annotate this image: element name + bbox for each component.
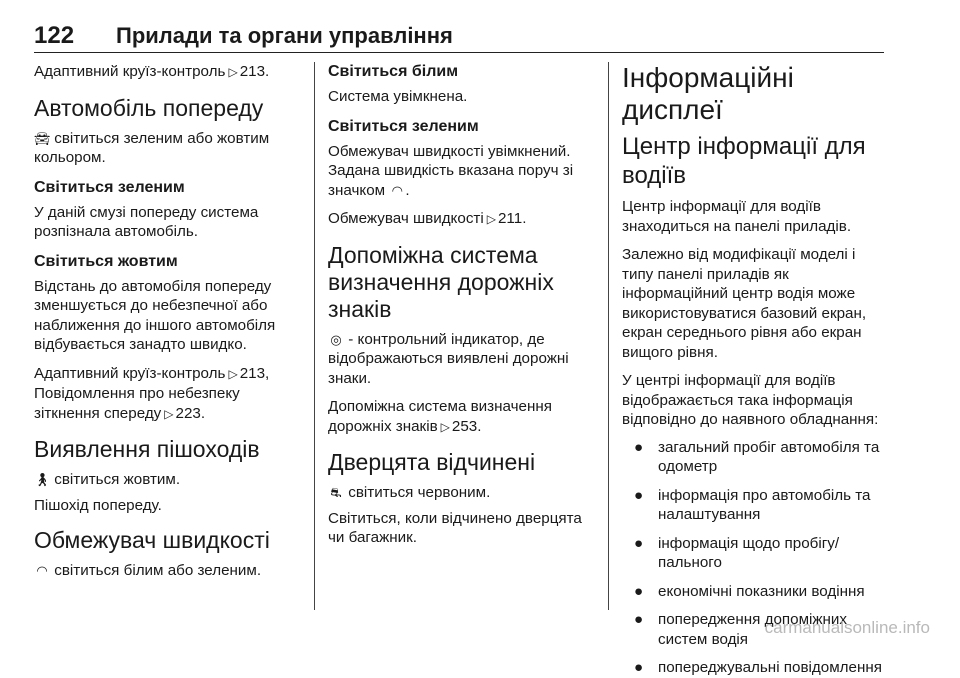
paragraph: ⛐︎ світиться червоним. (328, 483, 594, 503)
page-ref-icon: ▷ (228, 366, 238, 381)
pedestrian-icon: 🚶︎ (34, 472, 51, 487)
paragraph-refs: Адаптивний круїз-контроль ▷ 213, Повідомлення про небезпеку зіткнення спереду ▷ 223. (34, 364, 270, 422)
traffic-sign-icon: ◎ (330, 331, 342, 347)
paragraph: У центрі інформації для водіїв відображається така інформація відповідно до наявного обладнання: (622, 372, 879, 428)
speedometer-icon: ◠ (36, 563, 48, 578)
paragraph: Обмежувач швидкості увімкнений. Задана швидкість вказана поруч зі значком ◠ . (328, 142, 574, 199)
column-divider (608, 62, 609, 610)
heading-door-open: Дверцята відчинені (328, 449, 536, 475)
column-divider (314, 62, 315, 610)
page-number: 122 (34, 22, 75, 49)
page-ref-icon: ▷ (164, 406, 174, 421)
subheading-yellow: Світиться жовтим (34, 252, 178, 270)
door-open-icon: ⛐︎ (330, 485, 342, 500)
subheading-white: Світиться білим (328, 63, 459, 80)
paragraph: Адаптивний круїз-контроль ▷ 213. (34, 63, 270, 80)
page-ref-icon: ▷ (486, 212, 496, 226)
list-item: ● економічні показники водіння (634, 582, 865, 600)
paragraph: 🚘︎ світиться зеленим або жовтим кольором. (34, 129, 270, 166)
paragraph: Центр інформації для водіїв знаходиться на панелі приладів. (622, 198, 852, 235)
heading-info-displays: Інформаційні дисплеї (622, 62, 794, 125)
paragraph: Обмежувач швидкості ▷ 211. (328, 210, 527, 227)
watermark: carmanualsonline.info (764, 618, 930, 637)
column-2 (328, 62, 594, 608)
page-ref-icon: ▷ (440, 419, 450, 434)
list-item: ● попереджувальні повідомлення (634, 659, 882, 676)
paragraph: ◠ світиться білим або зеленим. (34, 561, 302, 581)
paragraph: Світиться, коли відчинено дверцята чи багажник. (328, 509, 582, 546)
subheading-green: Світиться зеленим (34, 178, 185, 196)
page-ref-icon: ▷ (228, 65, 238, 79)
paragraph: Відстань до автомобіля попереду зменшується до небезпечної або наближення до іншого автомобіля відбувається занадто швидко. (34, 277, 276, 353)
heading-vehicle-ahead: Автомобіль попереду (34, 94, 264, 121)
page-title: Прилади та органи управління (116, 23, 453, 48)
column-1 (34, 62, 302, 608)
list-item: ● загальний пробіг автомобіля та одометр (634, 438, 880, 475)
car-icon: 🚘︎ (34, 130, 51, 146)
list-item: ● інформація про автомобіль та налаштування (634, 486, 871, 523)
paragraph: Пішохід попереду. (34, 496, 162, 514)
paragraph: Залежно від модифікації моделі і типу панелі приладів як інформаційний центр водія може використовуватися базовий екран, екран середнього рівня або екран вищого рівня. (622, 246, 867, 361)
list-item: ● інформація щодо пробігу/пального (634, 534, 840, 571)
speedometer-icon: ◠ (391, 182, 403, 198)
paragraph: Допоміжна система визначення дорожніх знаків ▷ 253. (328, 398, 552, 435)
heading-traffic-sign-assist: Допоміжна система визначення дорожніх знаків (328, 241, 554, 322)
heading-driver-info-centre: Центр інформації для водіїв (622, 133, 866, 189)
heading-pedestrian: Виявлення пішоходів (34, 436, 260, 462)
subheading-green: Світиться зеленим (328, 117, 479, 135)
list-item: ● попередження допоміжних систем водія (634, 611, 848, 648)
paragraph: У даній смузі попереду система розпізнала автомобіль. (34, 203, 259, 240)
paragraph: ◎ - контрольний індикатор, де відображаються виявлені дорожні знаки. (328, 330, 569, 387)
paragraph: 🚶︎ світиться жовтим. (34, 471, 181, 488)
heading-speed-limiter: Обмежувач швидкості (34, 527, 270, 553)
page-header (34, 22, 884, 53)
paragraph: Система увімкнена. (328, 88, 468, 105)
